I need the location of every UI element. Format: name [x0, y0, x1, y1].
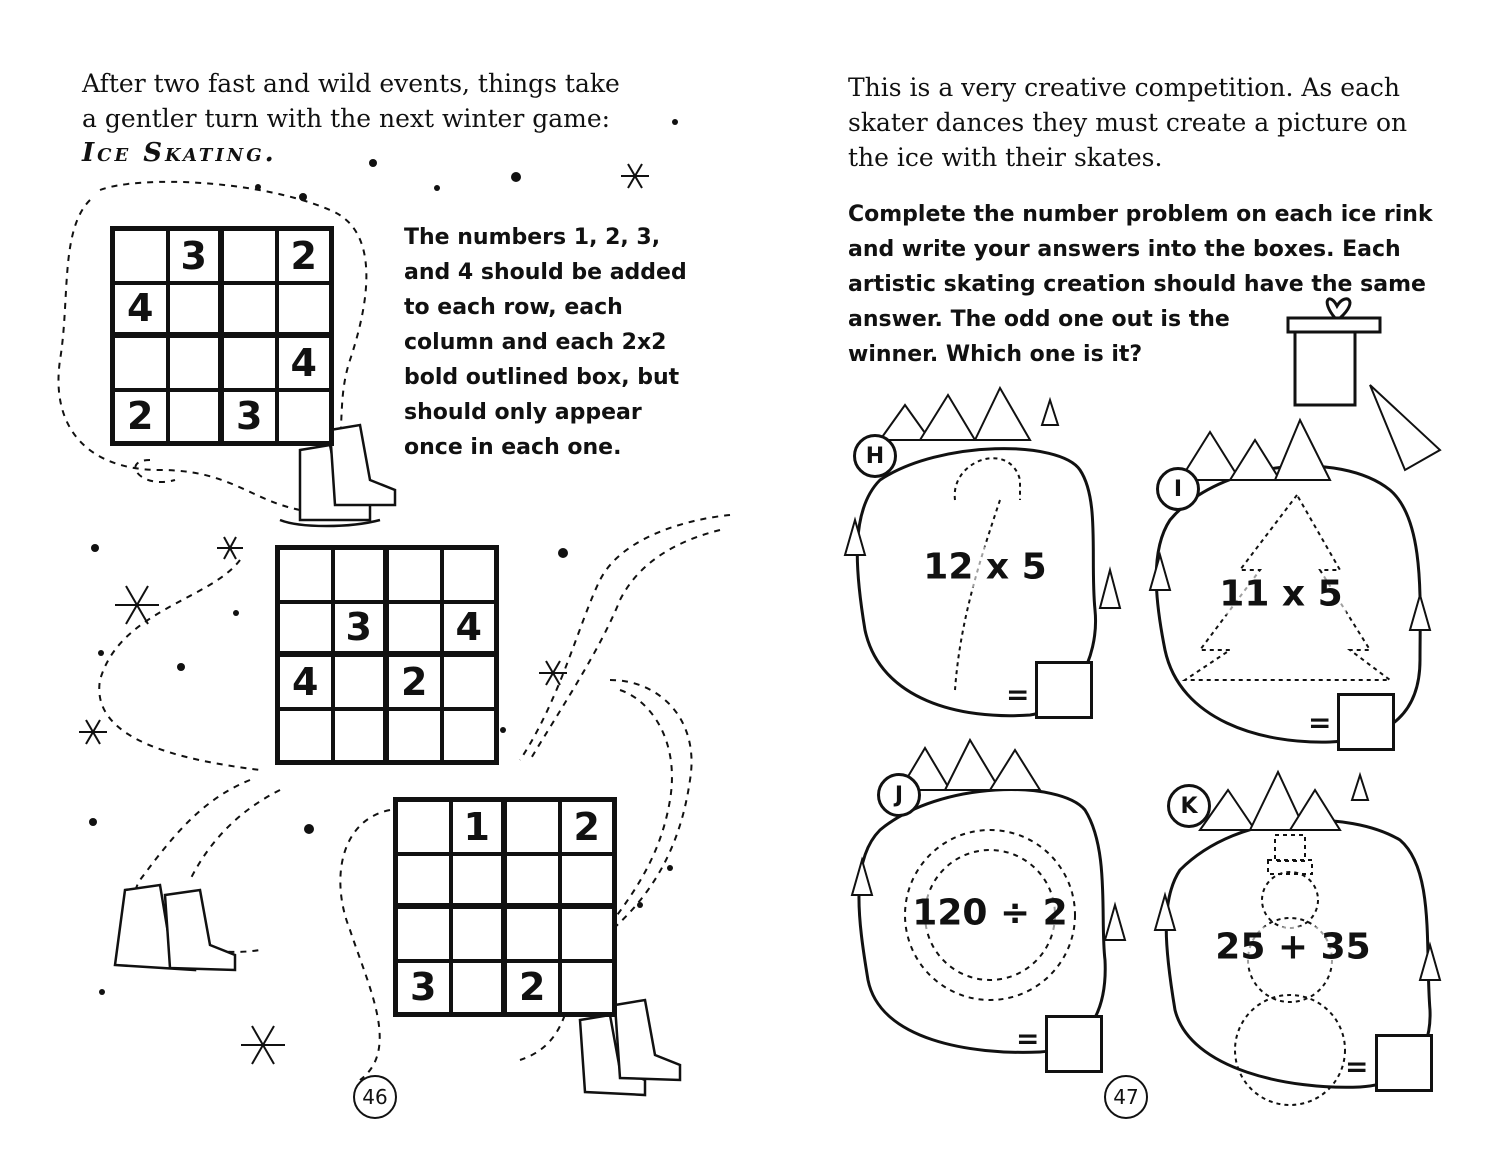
equals-sign: =: [1016, 1022, 1040, 1055]
answer-box-k[interactable]: [1375, 1034, 1433, 1092]
rink-problem-j: 120 ÷ 2: [908, 893, 1071, 934]
grid-cell: 2: [505, 961, 560, 1015]
grid-cell[interactable]: [396, 800, 451, 854]
grid-cell: 3: [168, 229, 223, 283]
right-intro-line: skater dances they must create a picture on: [848, 108, 1408, 137]
rink-problem-h: 12 x 5: [919, 547, 1050, 588]
grid-cell[interactable]: [113, 336, 168, 390]
right-intro: [848, 70, 1448, 175]
grid-cell[interactable]: [113, 229, 168, 283]
grid-cell[interactable]: [222, 336, 277, 390]
grid-cell[interactable]: [442, 548, 497, 602]
instruction-line: winner. Which one is it?: [848, 342, 1143, 367]
grid-cell[interactable]: [560, 907, 615, 961]
answer-box-h[interactable]: [1035, 661, 1093, 719]
candy-cane-icon: [955, 458, 1020, 500]
left-instructions: [404, 220, 694, 465]
right-instructions: [848, 197, 1448, 372]
grid-cell[interactable]: [277, 283, 332, 337]
grid-cell[interactable]: [396, 854, 451, 908]
instruction-line: to each row, each: [404, 295, 623, 320]
equals-sign: =: [1006, 678, 1030, 711]
grid-cell: 2: [560, 800, 615, 854]
grid-cell: 2: [113, 390, 168, 444]
page-number-left: 46: [353, 1075, 397, 1119]
answer-box-i[interactable]: [1337, 693, 1395, 751]
rink-problem-i: 11 x 5: [1215, 574, 1346, 615]
rink-label-j: J: [877, 773, 921, 817]
sudoku-grid-2: [275, 545, 499, 765]
grid-cell[interactable]: [277, 390, 332, 444]
grid-cell: 3: [396, 961, 451, 1015]
instruction-line: answer. The odd one out is the: [848, 307, 1230, 332]
instruction-line: The numbers 1, 2, 3,: [404, 225, 661, 250]
grid-cell: 2: [277, 229, 332, 283]
sudoku-grid-3: [393, 797, 617, 1017]
instruction-line: artistic skating creation should have the same: [848, 272, 1426, 297]
grid-cell[interactable]: [387, 602, 442, 656]
grid-cell[interactable]: [222, 283, 277, 337]
grid-cell: 4: [277, 336, 332, 390]
equals-sign: =: [1345, 1050, 1369, 1083]
grid-cell: 1: [451, 800, 506, 854]
rink-label-k: K: [1167, 784, 1211, 828]
grid-cell[interactable]: [396, 907, 451, 961]
left-intro: [82, 66, 682, 171]
grid-cell[interactable]: [168, 336, 223, 390]
grid-cell[interactable]: [387, 709, 442, 763]
grid-cell[interactable]: [560, 961, 615, 1015]
left-intro-line: a gentler turn with the next winter game:: [82, 104, 611, 133]
equals-sign: =: [1308, 706, 1332, 739]
rink-label-i: I: [1156, 467, 1200, 511]
grid-cell[interactable]: [505, 854, 560, 908]
grid-cell[interactable]: [278, 709, 333, 763]
grid-cell[interactable]: [442, 709, 497, 763]
instruction-line: once in each one.: [404, 435, 622, 460]
grid-cell: 3: [222, 390, 277, 444]
grid-cell[interactable]: [278, 602, 333, 656]
grid-cell[interactable]: [278, 548, 333, 602]
instruction-line: column and each 2x2: [404, 330, 667, 355]
right-intro-line: the ice with their skates.: [848, 143, 1163, 172]
rink-problem-k: 25 + 35: [1211, 927, 1374, 968]
page-number-right: 47: [1104, 1075, 1148, 1119]
snowman-icon: [1235, 835, 1345, 1105]
rink-label-h: H: [853, 434, 897, 478]
right-intro-line: This is a very creative competition. As each: [848, 73, 1400, 102]
grid-cell[interactable]: [442, 655, 497, 709]
grid-cell[interactable]: [333, 655, 388, 709]
instruction-line: and write your answers into the boxes. Each: [848, 237, 1401, 262]
instruction-line: and 4 should be added: [404, 260, 687, 285]
grid-cell: 4: [442, 602, 497, 656]
page-title: Ice Skating.: [82, 138, 277, 168]
grid-cell[interactable]: [451, 907, 506, 961]
answer-box-j[interactable]: [1045, 1015, 1103, 1073]
grid-cell[interactable]: [560, 854, 615, 908]
grid-cell[interactable]: [387, 548, 442, 602]
instruction-line: bold outlined box, but: [404, 365, 680, 390]
grid-cell[interactable]: [168, 283, 223, 337]
grid-cell[interactable]: [505, 907, 560, 961]
grid-cell: 3: [333, 602, 388, 656]
grid-cell[interactable]: [451, 961, 506, 1015]
grid-cell: 4: [278, 655, 333, 709]
instruction-line: Complete the number problem on each ice rink: [848, 202, 1433, 227]
grid-cell: 2: [387, 655, 442, 709]
grid-cell[interactable]: [168, 390, 223, 444]
grid-cell: 4: [113, 283, 168, 337]
sudoku-grid-1: [110, 226, 334, 446]
grid-cell[interactable]: [333, 709, 388, 763]
grid-cell[interactable]: [505, 800, 560, 854]
grid-cell[interactable]: [451, 854, 506, 908]
grid-cell[interactable]: [333, 548, 388, 602]
grid-cell[interactable]: [222, 229, 277, 283]
christmas-tree-icon: [1370, 385, 1440, 470]
instruction-line: should only appear: [404, 400, 642, 425]
left-intro-line: After two fast and wild events, things take: [82, 69, 620, 98]
